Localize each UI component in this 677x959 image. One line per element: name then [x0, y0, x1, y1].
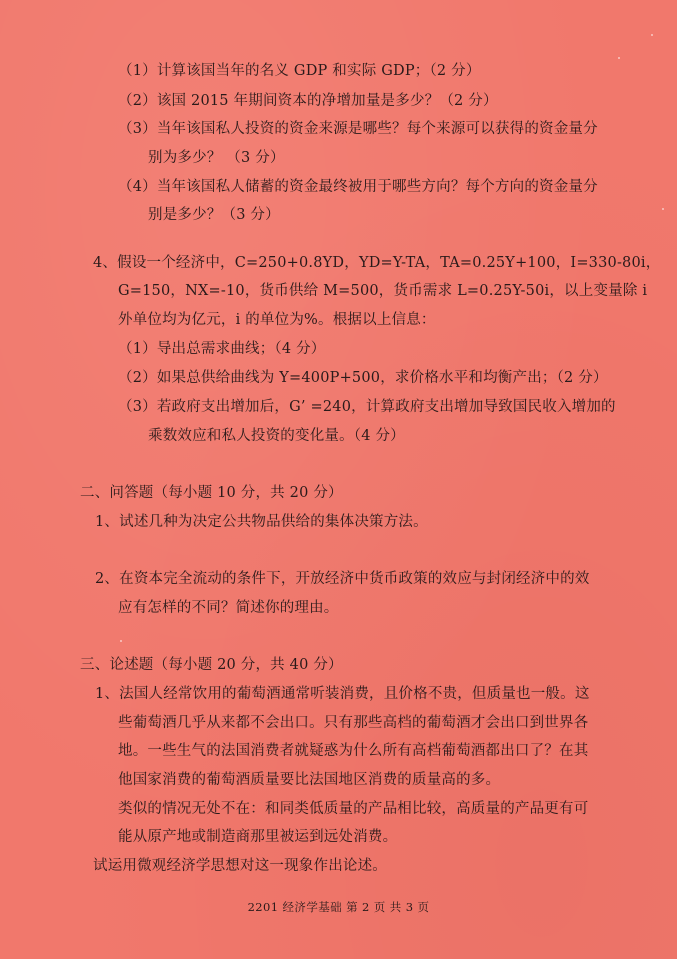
q4-stem-line1: 4、假设一个经济中，C=250+0.8YD，YD=Y-TA，TA=0.25Y+100，I=330-80i， — [93, 255, 661, 271]
q4-subpart-2: （2）如果总供给曲线为 Y=400P+500，求价格水平和均衡产出；（2 分） — [118, 370, 608, 386]
section-3-question-1-line6: 能从原产地或制造商那里被运到远处消费。 — [118, 829, 398, 845]
section-3-question-1-line4: 他国家消费的葡萄酒质量要比法国地区消费的质量高的多。 — [118, 772, 501, 788]
section-2-question-2-line2: 应有怎样的不同？简述你的理由。 — [118, 600, 339, 616]
section-3-question-1-line7: 试运用微观经济学思想对这一现象作出论述。 — [93, 858, 387, 874]
q3-subpart-4-line2: 别是多少？（3 分） — [148, 207, 280, 223]
section-3-question-1-line2: 些葡萄酒几乎从来都不会出口。只有那些高档的葡萄酒才会出口到世界各 — [118, 715, 589, 731]
section-2-question-2-line1: 2、在资本完全流动的条件下，开放经济中货币政策的效应与封闭经济中的效 — [95, 571, 590, 587]
q4-subpart-3-line1: （3）若政府支出增加后，G’ =240，计算政府支出增加导致国民收入增加的 — [118, 399, 616, 415]
q3-subpart-2: （2）该国 2015 年期间资本的净增加量是多少？（2 分） — [118, 93, 498, 109]
section-3-heading: 三、论述题（每小题 20 分，共 40 分） — [80, 657, 343, 673]
q3-subpart-3-line2: 别为多少？ （3 分） — [148, 150, 285, 166]
section-2-heading: 二、问答题（每小题 10 分，共 20 分） — [80, 485, 343, 501]
q4-subpart-3-line2: 乘数效应和私人投资的变化量。（4 分） — [148, 428, 405, 444]
page-footer: 2201 经济学基础 第 2 页 共 3 页 — [247, 900, 430, 914]
section-2-question-1: 1、试述几种为决定公共物品供给的集体决策方法。 — [95, 514, 428, 530]
q4-stem-line3: 外单位均为亿元，i 的单位为%。根据以上信息： — [118, 312, 436, 328]
section-3-question-1-line3: 地。一些生气的法国消费者就疑惑为什么所有高档葡萄酒都出口了？在其 — [118, 743, 589, 759]
q3-subpart-1: （1）计算该国当年的名义 GDP 和实际 GDP；（2 分） — [118, 63, 481, 79]
section-3-question-1-line1: 1、法国人经常饮用的葡萄酒通常听装消费，且价格不贵，但质量也一般。这 — [95, 686, 590, 702]
q4-subpart-1: （1）导出总需求曲线；（4 分） — [118, 341, 326, 357]
q3-subpart-4-line1: （4）当年该国私人储蓄的资金最终被用于哪些方向？每个方向的资金量分 — [118, 179, 598, 195]
section-3-question-1-line5: 类似的情况无处不在：和同类低质量的产品相比较，高质量的产品更有可 — [118, 801, 589, 817]
q4-stem-line2: G=150，NX=-10，货币供给 M=500，货币需求 L=0.25Y-50i，以上变量除 i — [118, 283, 648, 299]
q3-subpart-3-line1: （3）当年该国私人投资的资金来源是哪些？每个来源可以获得的资金量分 — [118, 121, 598, 137]
